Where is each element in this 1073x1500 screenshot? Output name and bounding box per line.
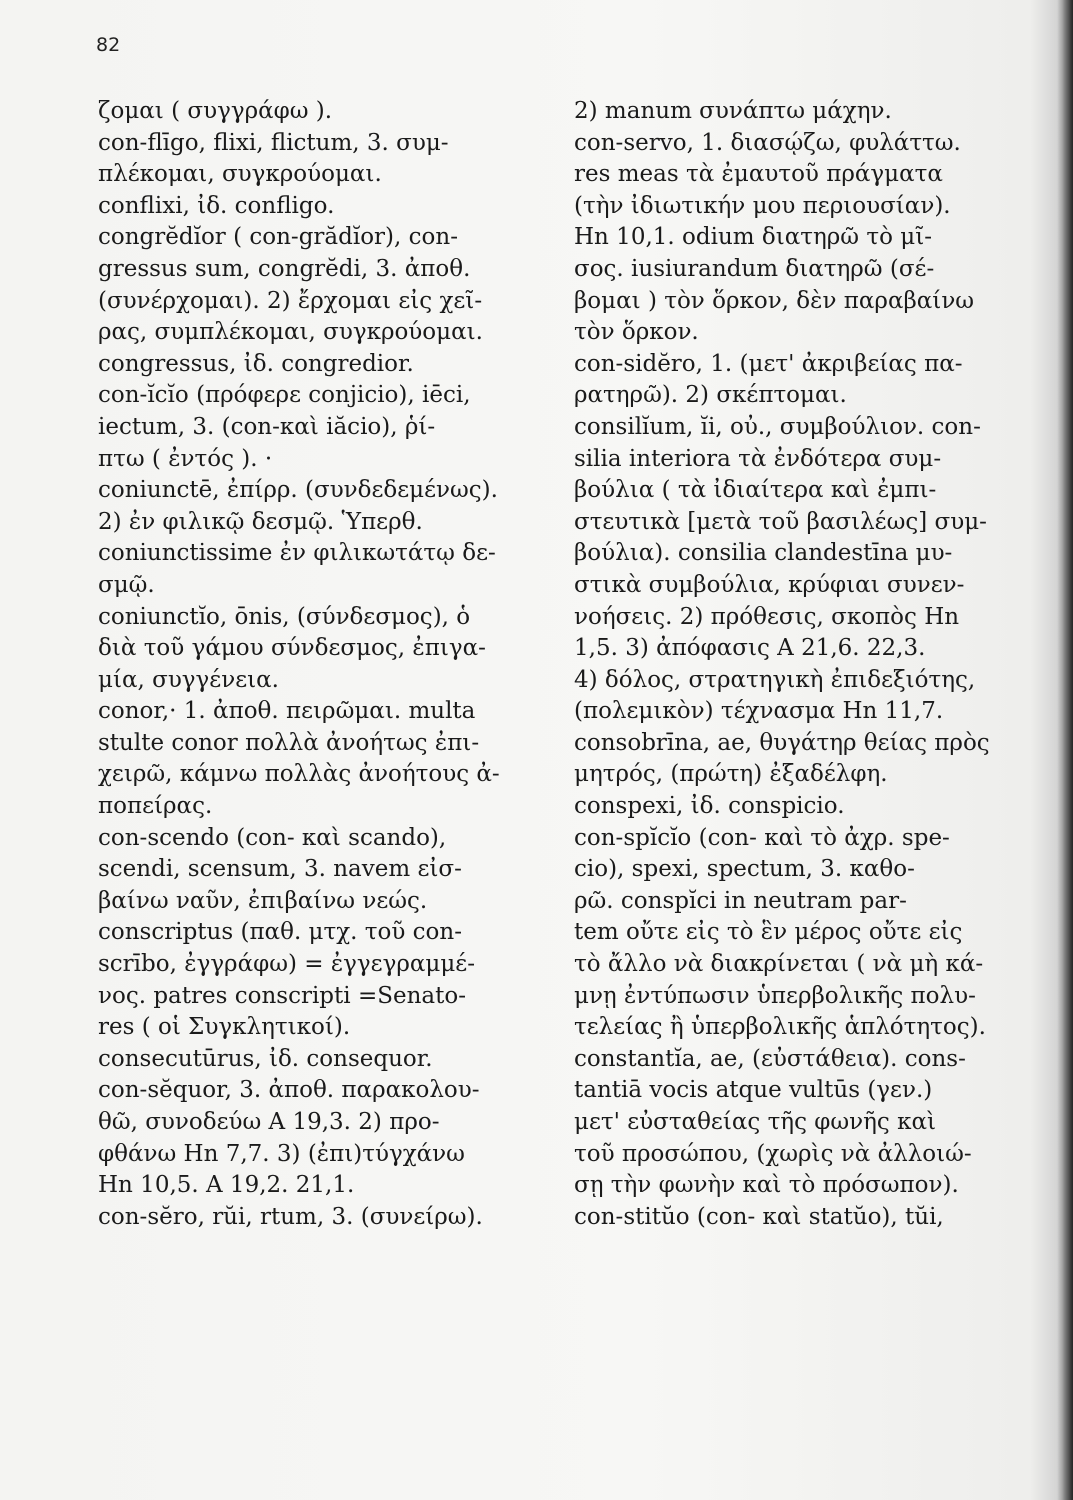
- dictionary-line: con-scendo (con- καὶ scando),: [98, 824, 447, 851]
- dictionary-line: conscriptus (παθ. μτχ. τοῦ con-: [98, 919, 462, 946]
- dictionary-line: 1,5. 3) ἀπόφασις A 21,6. 22,3.: [574, 635, 926, 662]
- page-number: 82: [96, 34, 121, 56]
- dictionary-line: βούλια). consilia clandestīna μυ-: [574, 540, 953, 567]
- dictionary-line: χειρῶ, κάμνω πολλὰς ἀνοήτους ἀ-: [98, 761, 500, 788]
- dictionary-line: conor,· 1. ἀποθ. πειρῶμαι. multa: [98, 698, 476, 725]
- dictionary-line: νος. patres conscripti =Senato-: [98, 982, 466, 1009]
- dictionary-line: con-sĕquor, 3. ἀποθ. παρακολου-: [98, 1077, 480, 1104]
- page-edge-shadow: [1057, 0, 1073, 1500]
- left-column: [98, 96, 518, 1233]
- dictionary-line: βομαι ) τὸν ὅρκον, δὲν παραβαίνω: [574, 287, 975, 314]
- dictionary-line: στικὰ συμβούλια, κρύφιαι συνεν-: [574, 571, 965, 598]
- dictionary-line: τελείας ἢ ὑπερβολικῆς ἁπλότητος).: [574, 1014, 986, 1041]
- dictionary-line: πλέκομαι, συγκρούομαι.: [98, 161, 382, 188]
- dictionary-line: μνῃ ἐντύπωσιν ὑπερβολικῆς πολυ-: [574, 982, 976, 1009]
- dictionary-line: con-servo, 1. διασῴζω, φυλάττω.: [574, 129, 961, 156]
- dictionary-line: cio), spexi, spectum, 3. καθο-: [574, 856, 915, 883]
- dictionary-line: congrĕdĭor ( con-grădĭor), con-: [98, 224, 458, 251]
- dictionary-line: con-sĕro, rŭi, rtum, 3. (συνείρω).: [98, 1203, 483, 1230]
- dictionary-line: ρῶ. conspĭci in neutram par-: [574, 887, 907, 914]
- dictionary-line: coniunctē, ἐπίρρ. (συνδεδεμένως).: [98, 477, 498, 504]
- dictionary-line: congressus, ἰδ. congredior.: [98, 350, 414, 377]
- dictionary-line: (πολεμικὸν) τέχνασμα Hn 11,7.: [574, 698, 944, 725]
- dictionary-line: στευτικὰ [μετὰ τοῦ βασιλέως] συμ-: [574, 508, 987, 535]
- dictionary-line: διὰ τοῦ γάμου σύνδεσμος, ἐπιγα-: [98, 635, 486, 662]
- dictionary-line: stulte conor πολλὰ ἀνοήτως ἐπι-: [98, 729, 480, 756]
- dictionary-line: con-sidĕro, 1. (μετ' ἀκριβείας πα-: [574, 350, 963, 377]
- dictionary-line: (συνέρχομαι). 2) ἔρχομαι εἰς χεῖ-: [98, 287, 483, 314]
- dictionary-line: Hn 10,5. A 19,2. 21,1.: [98, 1172, 355, 1199]
- dictionary-line: (τὴν ἰδιωτικήν μου περιουσίαν).: [574, 192, 951, 219]
- dictionary-line: σμῷ.: [98, 571, 155, 598]
- dictionary-line: con-flīgo, flixi, flictum, 3. συμ-: [98, 129, 449, 156]
- dictionary-line: 2) ἐν φιλικῷ δεσμῷ. Ὑπερθ.: [98, 508, 423, 535]
- dictionary-line: consilĭum, ĭi, οὐ., συμβούλιον. con-: [574, 413, 981, 440]
- dictionary-line: φθάνω Hn 7,7. 3) (ἐπι)τύγχάνω: [98, 1140, 465, 1167]
- dictionary-line: πτω ( ἐντός ). ·: [98, 445, 273, 472]
- dictionary-line: coniunctĭo, ōnis, (σύνδεσμος), ὁ: [98, 603, 471, 630]
- dictionary-line: con-spĭcĭo (con- καὶ τὸ ἀχρ. spe-: [574, 824, 950, 851]
- dictionary-line: iectum, 3. (con-καὶ iăcio), ῥί-: [98, 413, 436, 440]
- dictionary-line: res meas τὰ ἐμαυτοῦ πράγματα: [574, 161, 943, 188]
- right-column: [574, 96, 1014, 1233]
- dictionary-line: μετ' εὐσταθείας τῆς φωνῆς καὶ: [574, 1109, 937, 1135]
- dictionary-line: Hn 10,1. odium διατηρῶ τὸ μῖ-: [574, 224, 932, 251]
- dictionary-line: scendi, scensum, 3. navem εἰσ-: [98, 856, 462, 883]
- dictionary-line: βαίνω ναῦν, ἐπιβαίνω νεώς.: [98, 887, 428, 914]
- dictionary-line: τὸν ὅρκον.: [574, 319, 699, 346]
- dictionary-line: silia interiora τὰ ἐνδότερα συμ-: [574, 445, 942, 472]
- dictionary-line: βούλια ( τὰ ἰδιαίτερα καὶ ἐμπι-: [574, 477, 937, 504]
- dictionary-line: σος. iusiurandum διατηρῶ (σέ-: [574, 255, 935, 282]
- dictionary-line: scrībo, ἐγγράφω) = ἐγγεγραμμέ-: [98, 951, 475, 978]
- dictionary-line: 2) manum συνάπτω μάχην.: [574, 98, 892, 124]
- dictionary-line: res ( οἱ Συγκλητικοί).: [98, 1014, 351, 1041]
- dictionary-line: μία, συγγένεια.: [98, 666, 279, 693]
- dictionary-line: ρατηρῶ). 2) σκέπτομαι.: [574, 382, 847, 409]
- dictionary-line: coniunctissime ἐν φιλικωτάτῳ δε-: [98, 540, 496, 567]
- dictionary-line: conspexi, ἰδ. conspicio.: [574, 793, 845, 820]
- dictionary-line: con-ĭcĭo (πρόφερε conjicio), iēci,: [98, 382, 471, 409]
- dictionary-line: 4) δόλος, στρατηγικὴ ἐπιδεξιότης,: [574, 666, 976, 693]
- dictionary-line: conflixi, ἰδ. confligo.: [98, 192, 335, 219]
- dictionary-line: con-stitŭo (con- καὶ statŭo), tŭi,: [574, 1203, 944, 1230]
- dictionary-line: μητρός, (πρώτη) ἐξαδέλφη.: [574, 761, 888, 788]
- dictionary-line: σῃ τὴν φωνὴν καὶ τὸ πρόσωπον).: [574, 1172, 959, 1199]
- dictionary-line: tantiā vocis atque vultūs (γεν.): [574, 1077, 933, 1104]
- dictionary-line: constantĭa, ae, (εὐστάθεια). cons-: [574, 1045, 966, 1072]
- dictionary-line: τοῦ προσώπου, (χωρὶς νὰ ἀλλοιώ-: [574, 1140, 972, 1167]
- dictionary-line: tem οὔτε εἰς τὸ ἓν μέρος οὔτε εἰς: [574, 919, 963, 946]
- dictionary-line: ρας, συμπλέκομαι, συγκρούομαι.: [98, 319, 483, 346]
- dictionary-line: consobrīna, ae, θυγάτηρ θείας πρὸς: [574, 729, 990, 756]
- dictionary-line: τὸ ἄλλο νὰ διακρίνεται ( νὰ μὴ κά-: [574, 951, 984, 978]
- dictionary-line: consecutūrus, ἰδ. consequor.: [98, 1045, 433, 1072]
- dictionary-line: θῶ, συνοδεύω A 19,3. 2) προ-: [98, 1109, 440, 1135]
- dictionary-line: gressus sum, congrĕdi, 3. ἀποθ.: [98, 255, 471, 282]
- dictionary-line: νοήσεις. 2) πρόθεσις, σκοπὸς Hn: [574, 603, 960, 630]
- dictionary-line: ποπείρας.: [98, 793, 213, 820]
- dictionary-line: ζομαι ( συγγράφω ).: [98, 98, 333, 124]
